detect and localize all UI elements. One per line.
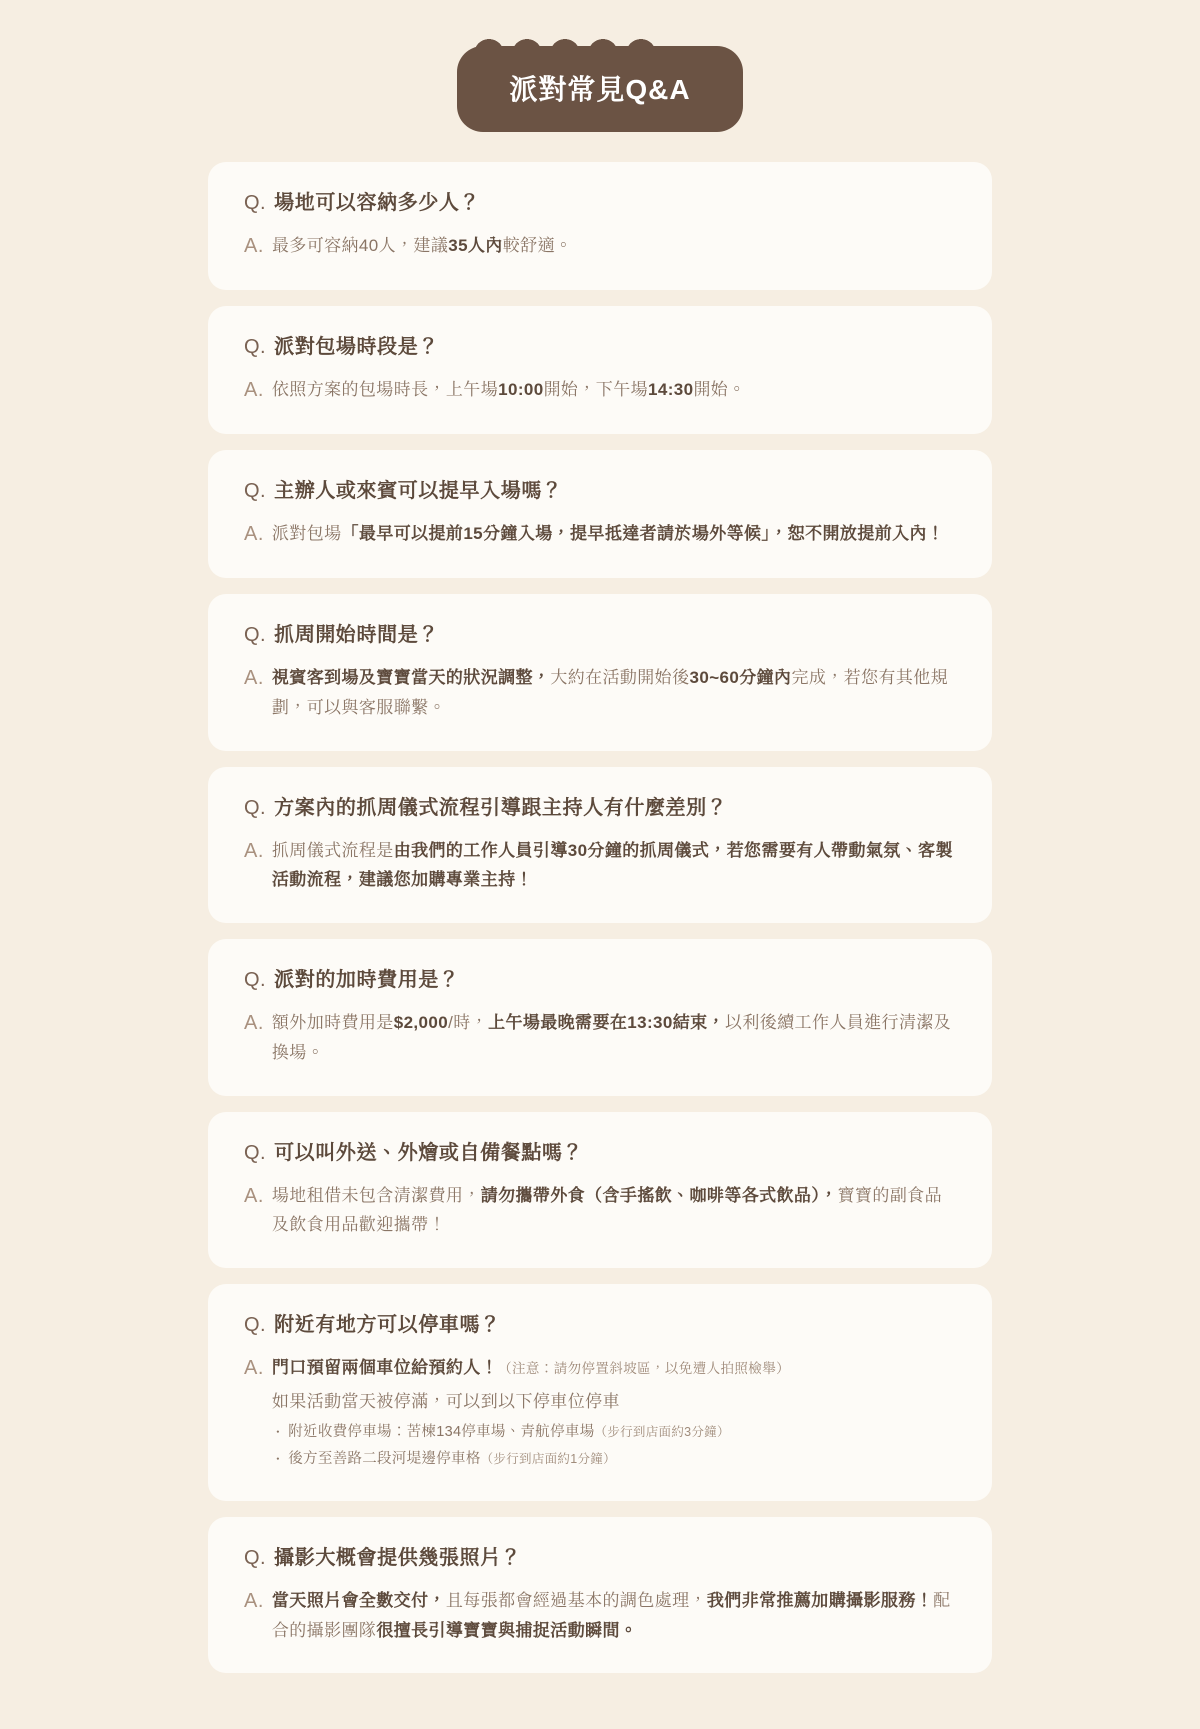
answer-segment: 寶寶的副食品及飲食用品歡迎攜帶！ <box>271 1185 943 1235</box>
answer-segment: 派對包場 <box>271 524 342 543</box>
bullet-item <box>272 1446 790 1473</box>
faq-answer-row <box>244 1008 956 1068</box>
answer-segment: 開始。 <box>693 380 746 399</box>
answer-segment: 視賓客到場及寶寶當天的狀況調整， <box>271 668 551 687</box>
faq-question-row <box>244 332 956 363</box>
answer-segment: 10:00 <box>498 380 544 399</box>
bullet-text: 附近收費停車場：苦楝134停車場、青航停車場 <box>288 1424 595 1441</box>
answer-segment: 40人 <box>358 236 397 255</box>
answer-segment: 場地租借未包含清潔費用， <box>271 1185 481 1205</box>
faq-question-row <box>244 620 956 651</box>
answer-segment: 開始，下午場 <box>543 380 648 399</box>
answer-segment: 35人內 <box>448 236 503 255</box>
answer-segment: 配合的攝影團隊 <box>271 1590 951 1640</box>
faq-question-row <box>244 1543 956 1574</box>
faq-card <box>208 162 992 290</box>
faq-card <box>208 767 992 924</box>
answer-segment: 門口預留兩個車位給預約人！ <box>271 1358 499 1377</box>
question-marker: Q. <box>244 192 267 214</box>
faq-answer-row <box>244 836 956 896</box>
faq-answer-row <box>244 231 956 262</box>
bullet-text: 後方至善路二段河堤邊停車格 <box>288 1451 481 1468</box>
page-title: 派對常見Q&A <box>457 46 742 132</box>
faq-answer-subtext: 如果活動當天被停滿，可以到以下停車位停車 <box>271 1391 620 1411</box>
answer-segment: 以利後續工作人員進行清潔及換場。 <box>271 1013 952 1062</box>
faq-question-text: 抓周開始時間是？ <box>274 624 439 646</box>
answer-segment: 最多可容納 <box>271 236 359 255</box>
answer-segment: 較舒適。 <box>502 236 573 255</box>
faq-answer-body <box>272 375 746 405</box>
faq-answer-body <box>272 663 956 723</box>
answer-segment: ，建議 <box>396 236 449 255</box>
faq-card <box>208 1112 992 1269</box>
answer-segment: $2,000 <box>393 1013 449 1032</box>
faq-answer-body <box>272 1181 956 1241</box>
answer-segment: 上午場最晚需要在13:30結束， <box>488 1013 725 1032</box>
faq-answer-body <box>272 1586 956 1646</box>
faq-question-row <box>244 188 956 219</box>
faq-question-row <box>244 1138 956 1169</box>
faq-answer-row <box>244 1181 956 1241</box>
faq-answer-text <box>272 519 944 549</box>
answer-marker: A. <box>244 1012 264 1034</box>
faq-question-row <box>244 1310 956 1341</box>
question-marker: Q. <box>244 796 267 819</box>
answer-segment: 請勿攜帶外食（含手搖飲、咖啡等各式飲品）， <box>480 1185 838 1205</box>
faq-card <box>208 1517 992 1674</box>
faq-answer-row <box>244 375 956 406</box>
answer-marker: A. <box>244 1357 264 1379</box>
faq-answer-row <box>244 1586 956 1646</box>
faq-answer-body <box>272 1353 790 1473</box>
answer-segment: 我們非常推薦加購攝影服務！ <box>706 1590 934 1610</box>
answer-segment: 大約在活動開始後 <box>550 668 690 687</box>
answer-marker: A. <box>244 839 264 862</box>
faq-question-text: 可以叫外送、外燴或自備餐點嗎？ <box>274 1141 584 1164</box>
question-marker: Q. <box>244 480 267 502</box>
faq-answer-text <box>272 836 956 896</box>
answer-segment: （注意：請勿停置斜坡區，以免遭人拍照檢舉） <box>498 1361 791 1376</box>
faq-answer-bullets <box>272 1419 790 1473</box>
answer-marker: A. <box>244 235 264 257</box>
faq-answer-body <box>272 519 944 549</box>
faq-card <box>208 1284 992 1501</box>
answer-marker: A. <box>244 667 264 689</box>
bullet-note: （步行到店面約3分鐘） <box>594 1425 730 1440</box>
faq-answer-text <box>272 231 572 261</box>
answer-marker: A. <box>244 1184 264 1207</box>
answer-segment: 14:30 <box>648 380 694 399</box>
answer-marker: A. <box>244 1589 264 1612</box>
answer-segment: 30~60分鐘內 <box>689 668 792 687</box>
faq-answer-row <box>244 519 956 550</box>
page-title-wrapper <box>0 46 1200 132</box>
faq-question-text: 攝影大概會提供幾張照片？ <box>274 1546 522 1569</box>
faq-question-text: 主辦人或來賓可以提早入場嗎？ <box>274 480 563 502</box>
faq-answer-body <box>272 1008 956 1068</box>
faq-answer-text <box>272 375 746 405</box>
answer-segment: 依照方案的包場時長，上午場 <box>271 380 499 399</box>
question-marker: Q. <box>244 336 267 358</box>
faq-answer-text <box>272 1353 790 1383</box>
answer-segment: 完成，若您有其他規劃，可以與客服聯繫。 <box>271 668 949 717</box>
bullet-item <box>272 1419 790 1446</box>
faq-card-list <box>0 162 1200 1673</box>
answer-segment: 很擅長引導寶寶與捕捉活動瞬間。 <box>376 1620 638 1640</box>
faq-answer-text <box>272 663 956 723</box>
answer-segment: 由我們的工作人員引導30分鐘的抓周儀式， <box>393 840 727 860</box>
answer-segment: 額外加時費用是 <box>271 1013 394 1032</box>
faq-card <box>208 306 992 434</box>
faq-question-text: 場地可以容納多少人？ <box>274 192 481 214</box>
faq-question-text: 附近有地方可以停車嗎？ <box>274 1314 501 1336</box>
question-marker: Q. <box>244 1141 267 1164</box>
faq-question-text: 派對包場時段是？ <box>274 336 439 358</box>
faq-answer-body <box>272 836 956 896</box>
question-marker: Q. <box>244 624 267 646</box>
faq-question-row <box>244 476 956 507</box>
bullet-dot-icon: ・ <box>271 1452 285 1467</box>
answer-segment: 抓周儀式流程是 <box>271 840 394 860</box>
question-marker: Q. <box>244 1314 267 1336</box>
faq-answer-text <box>272 1586 956 1646</box>
answer-segment: /時， <box>448 1013 489 1032</box>
faq-card <box>208 450 992 578</box>
faq-answer-row <box>244 1353 956 1473</box>
answer-marker: A. <box>244 523 264 545</box>
bullet-dot-icon: ・ <box>271 1425 285 1440</box>
answer-segment: 「最早可以提前15分鐘入場，提早抵達者請於場外等候」，恕不開放提前入內！ <box>341 524 945 543</box>
faq-card <box>208 939 992 1096</box>
answer-segment: 且每張都會經過基本的調色處理， <box>445 1590 707 1610</box>
bullet-note: （步行到店面約1分鐘） <box>480 1452 616 1467</box>
faq-answer-text <box>272 1008 956 1068</box>
faq-card <box>208 594 992 751</box>
answer-segment: 當天照片會全數交付， <box>271 1590 446 1610</box>
question-marker: Q. <box>244 1546 267 1569</box>
bottom-spacer <box>0 1689 1200 1729</box>
faq-question-text: 方案內的抓周儀式流程引導跟主持人有什麼差別？ <box>274 796 728 819</box>
faq-answer-row <box>244 663 956 723</box>
faq-question-text: 派對的加時費用是？ <box>274 969 460 991</box>
faq-question-row <box>244 965 956 996</box>
answer-segment: 若您需要有人帶動氣氛、客製活動流程，建議您加購專業主持！ <box>271 840 953 890</box>
faq-answer-body <box>272 231 572 261</box>
faq-question-row <box>244 793 956 824</box>
answer-marker: A. <box>244 379 264 401</box>
faq-answer-text <box>272 1181 956 1241</box>
question-marker: Q. <box>244 969 267 991</box>
